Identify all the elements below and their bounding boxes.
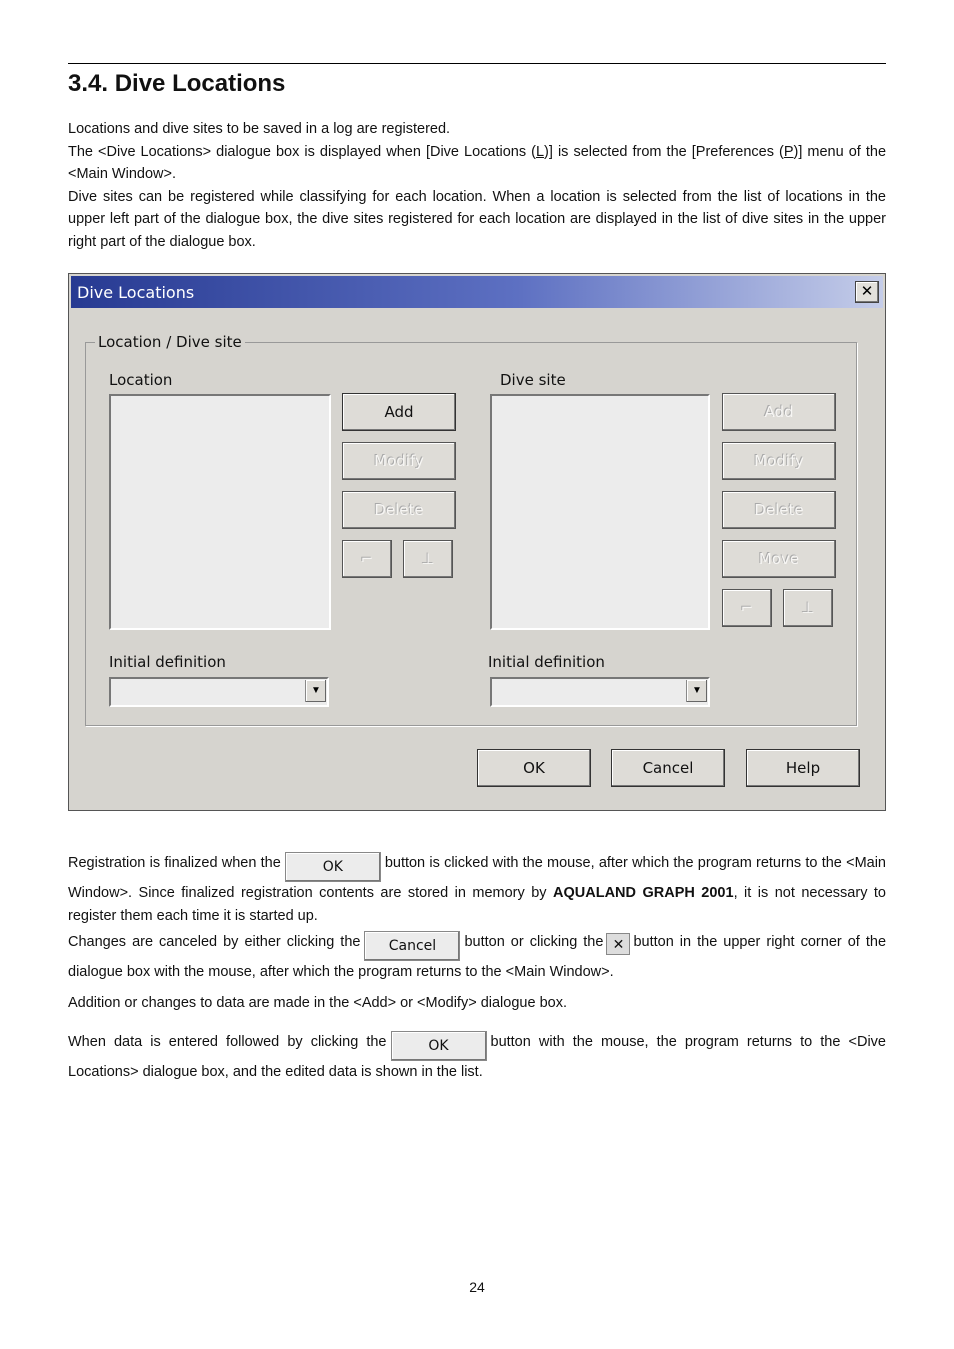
cancel-button[interactable]: Cancel <box>611 749 725 787</box>
section-heading: 3.4. Dive Locations <box>68 70 286 97</box>
group-label: Location / Dive site <box>95 333 245 351</box>
p4-text-b: button with the mouse, the program returns to the <Dive Locations> dialogue box, and the edited data is shown in the list. <box>68 1034 886 1080</box>
help-button[interactable]: Help <box>746 749 860 787</box>
location-list[interactable] <box>109 394 331 630</box>
intro-line-2b: )] is selected from the [Preferences ( <box>544 143 784 160</box>
location-initial-definition-select[interactable] <box>109 677 329 707</box>
p2-text-a: Changes are canceled by either clicking the <box>68 934 361 950</box>
dive-site-move-button[interactable]: Move <box>722 540 836 578</box>
p2-text-b: button or clicking the <box>464 934 604 950</box>
body-paragraph-3: Addition or changes to data are made in the <Add> or <Modify> dialogue box. <box>68 995 567 1011</box>
page-number: 24 <box>469 1279 485 1295</box>
intro-text <box>68 118 886 253</box>
ok-button[interactable]: OK <box>477 749 591 787</box>
location-move-down-icon[interactable]: ⊥ <box>403 540 453 578</box>
dive-site-list[interactable] <box>490 394 710 630</box>
intro-line-2c: )] menu of the <Main Window>. <box>68 143 887 182</box>
intro-line-3: Dive sites can be registered while classifying for each location. When a location is selected from the list of locations in the upper left part of the dialogue box, the dive sites registered for each location are displayed in the list of dive sites in the upper right part of the dialogue box. <box>68 188 886 250</box>
body-paragraph-1 <box>68 852 886 927</box>
inline-ok-button: OK <box>391 1031 487 1061</box>
location-add-button[interactable]: Add <box>342 393 456 431</box>
dive-locations-dialog <box>68 273 886 811</box>
dive-site-move-down-icon[interactable]: ⊥ <box>783 589 833 627</box>
p1-text-a: Registration is finalized when the <box>68 855 281 871</box>
dive-site-move-up-icon[interactable]: ⌐ <box>722 589 772 627</box>
product-name: AQUALAND GRAPH 2001 <box>553 885 734 901</box>
top-rule <box>68 63 886 64</box>
chevron-down-icon[interactable]: ▼ <box>686 680 707 702</box>
location-initial-definition-label: Initial definition <box>109 653 226 671</box>
body-paragraph-4 <box>68 1031 886 1084</box>
intro-line-2a: The <Dive Locations> dialogue box is displayed when [Dive Locations ( <box>68 143 536 160</box>
p1-text-c: , it is not necessary to register them each time it is started up. <box>68 885 887 924</box>
location-delete-button[interactable]: Delete <box>342 491 456 529</box>
p4-text-a: When data is entered followed by clicking the <box>68 1034 387 1050</box>
p1-text-b: button is clicked with the mouse, after which the program returns to the <Main Window>. Since finalized registration contents are stored in memory by <box>68 855 886 901</box>
dive-site-modify-button[interactable]: Modify <box>722 442 836 480</box>
intro-key-p: P <box>783 143 794 160</box>
intro-line-1: Locations and dive sites to be saved in a log are registered. <box>68 121 451 137</box>
dialog-title: Dive Locations <box>77 283 195 302</box>
dive-site-delete-button[interactable]: Delete <box>722 491 836 529</box>
intro-key-l: L <box>535 143 545 160</box>
location-move-up-icon[interactable]: ⌐ <box>342 540 392 578</box>
dive-site-label: Dive site <box>500 371 566 389</box>
dive-site-initial-definition-label: Initial definition <box>488 653 605 671</box>
inline-ok-button: OK <box>285 852 381 882</box>
location-label: Location <box>109 371 173 389</box>
location-modify-button[interactable]: Modify <box>342 442 456 480</box>
dive-site-add-button[interactable]: Add <box>722 393 836 431</box>
inline-cancel-button: Cancel <box>364 931 460 961</box>
chevron-down-icon[interactable]: ▼ <box>305 680 326 702</box>
dive-site-initial-definition-select[interactable] <box>490 677 710 707</box>
dialog-titlebar <box>71 276 883 308</box>
close-icon[interactable]: ✕ <box>855 281 879 303</box>
body-paragraph-2 <box>68 931 886 984</box>
p2-text-c: button in the upper right corner of the dialogue box with the mouse, after which the program returns to the <Main Window>. <box>68 934 887 980</box>
close-icon: ✕ <box>606 933 630 955</box>
